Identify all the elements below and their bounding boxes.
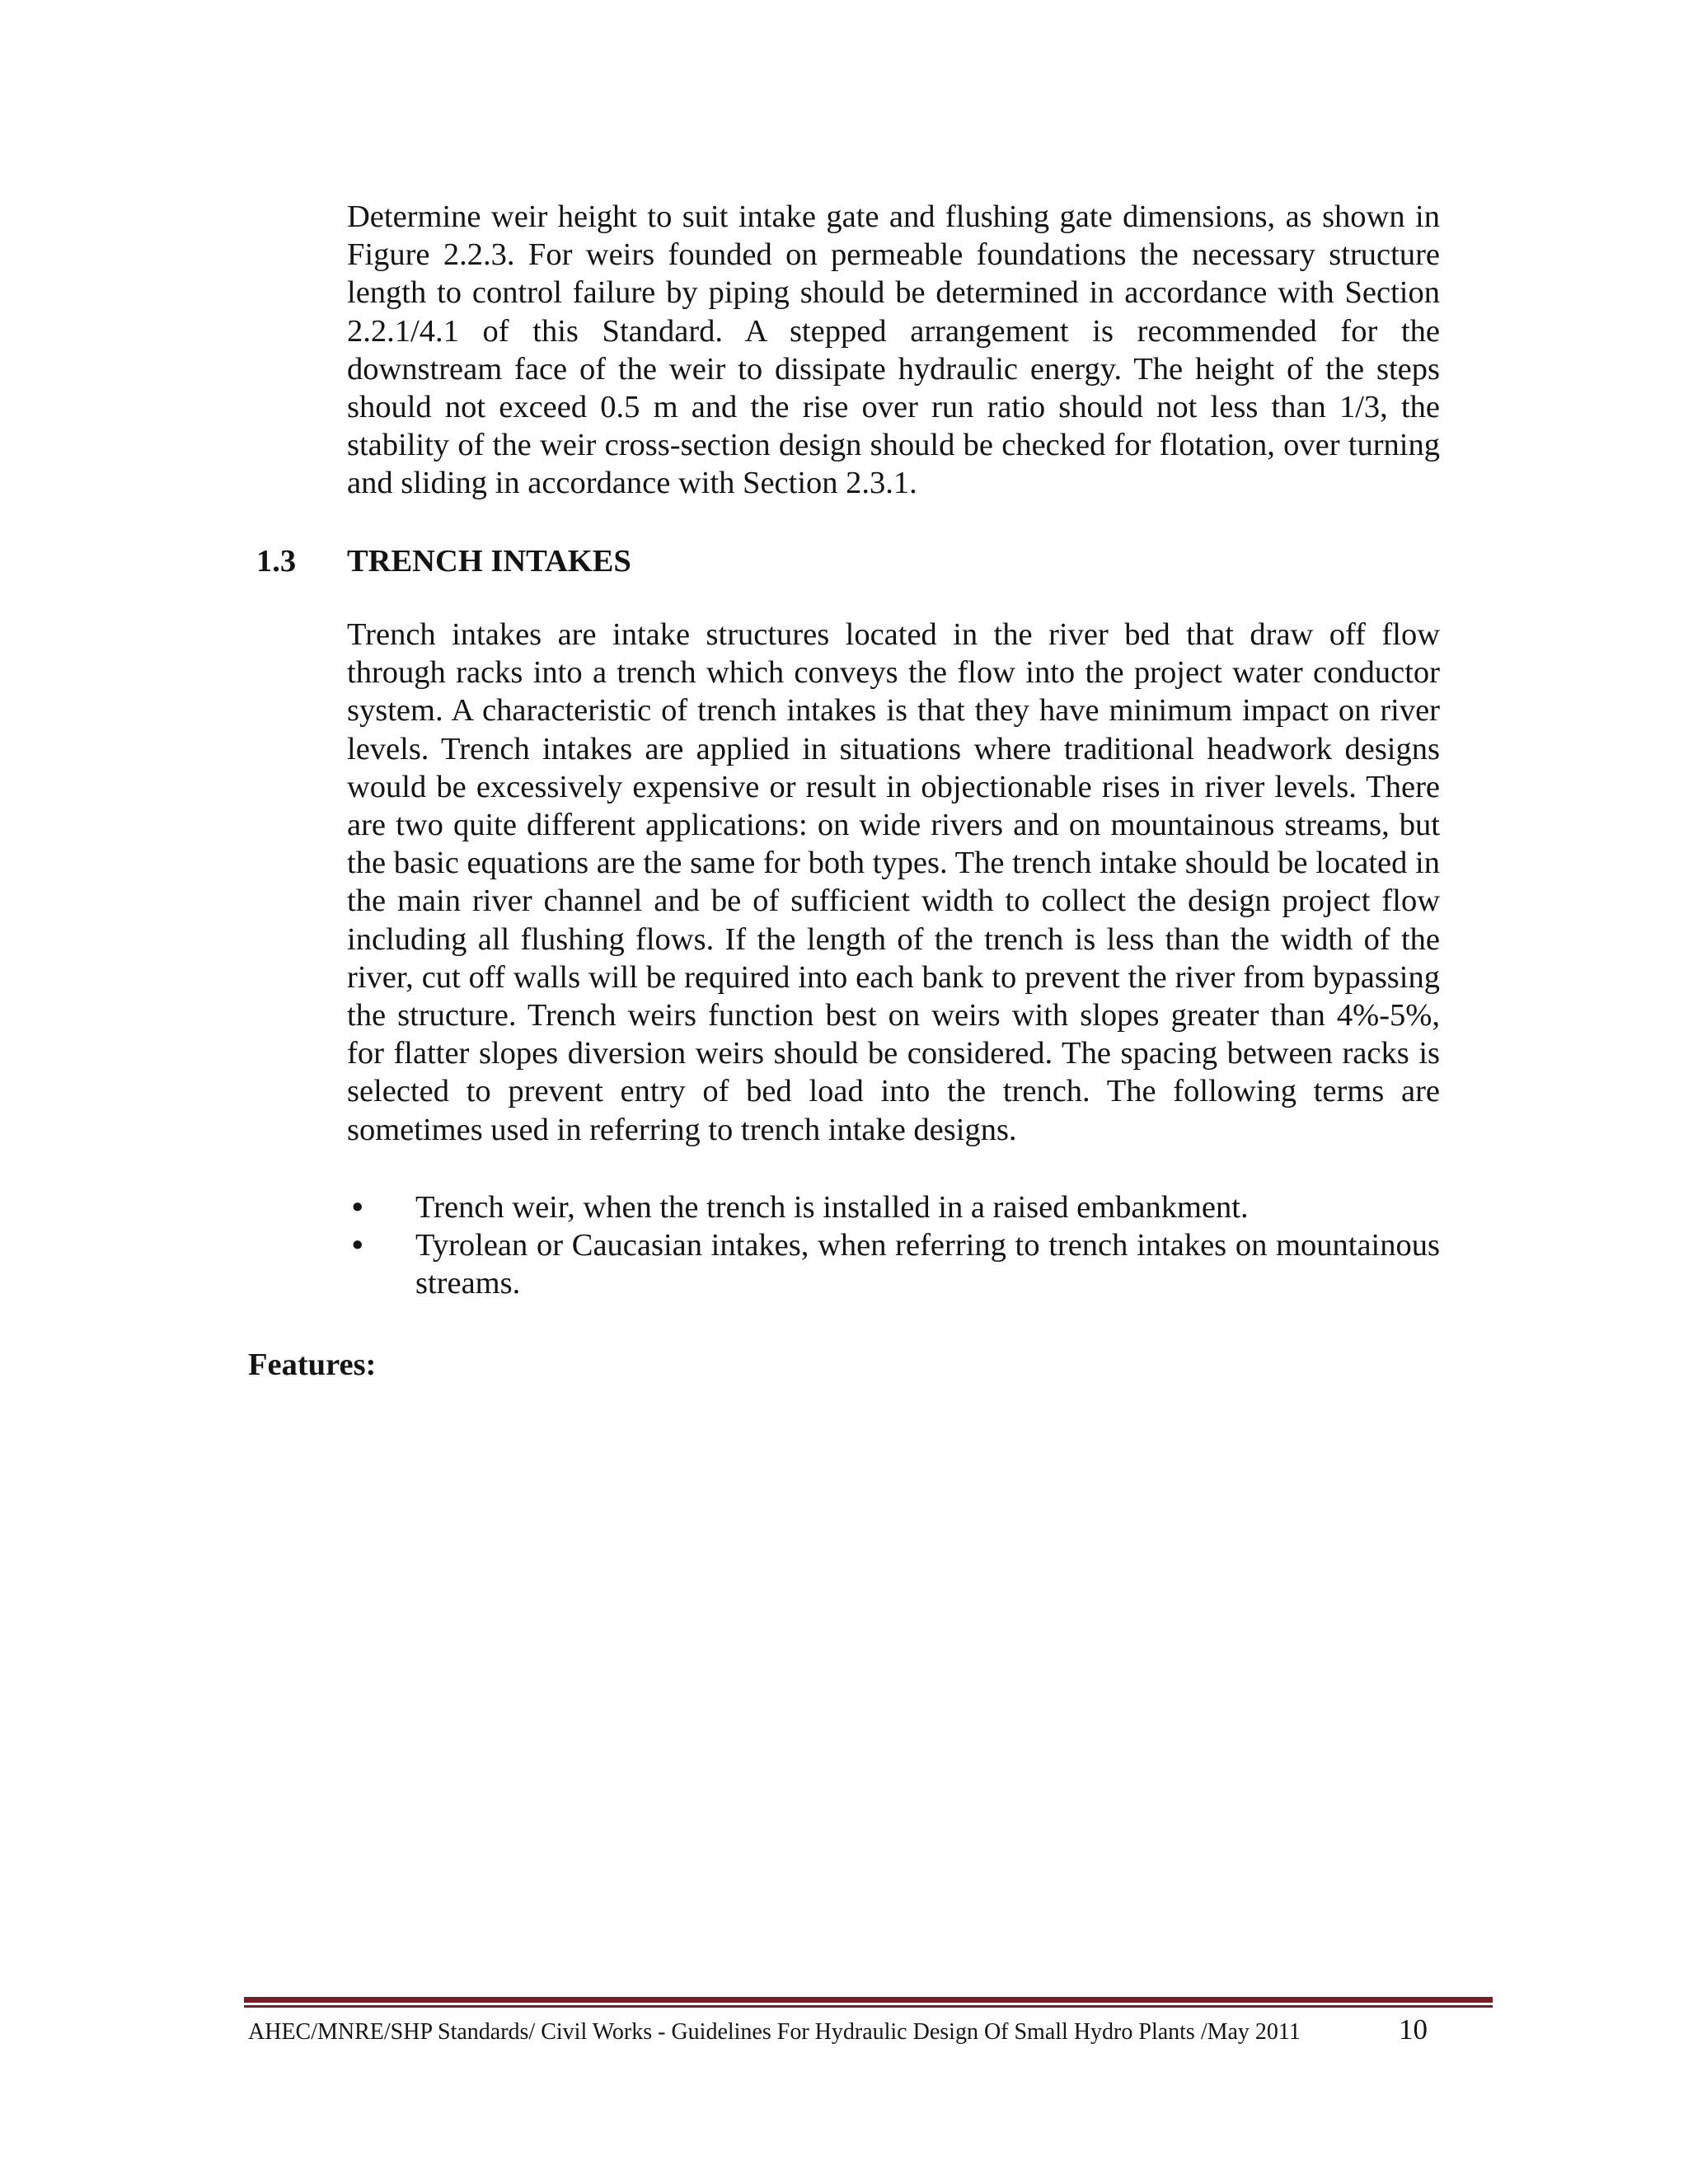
bullet-list — [347, 1188, 1440, 1303]
list-item — [347, 1226, 1440, 1302]
footer-rule — [244, 1997, 1493, 2008]
section-heading — [256, 542, 631, 580]
intro-paragraph: Determine weir height to suit intake gate and flushing gate dimensions, as shown in Figure 2.2.3. For weirs founded on permeable foundations the necessary structure length to control failure by piping should be determined in accordance with Section 2.2.1/4.1 of this Standard. A stepped arrangement is recommended for the downstream face of the weir to dissipate hydraulic energy. The height of the steps should not exceed 0.5 m and the rise over run ratio should not less than 1/3, the stability of the weir cross-section design should be checked for flotation, over turning and sliding in accordance with Section 2.3.1. — [347, 199, 1440, 501]
features-label: Features: — [248, 1347, 377, 1382]
bullet-icon: • — [352, 1190, 363, 1225]
footer-text: AHEC/MNRE/SHP Standards/ Civil Works - Guidelines For Hydraulic Design Of Small Hydro Plants /May 2011 — [248, 2019, 1301, 2045]
list-item-text: Tyrolean or Caucasian intakes, when referring to trench intakes on mountainous streams. — [415, 1228, 1440, 1301]
section-number: 1.3 — [256, 544, 297, 579]
section-title: TRENCH INTAKES — [347, 544, 631, 579]
list-item — [347, 1188, 1440, 1226]
section-paragraph: Trench intakes are intake structures located in the river bed that draw off flow through racks into a trench which conveys the flow into the project water conductor system. A characteristic of trench intakes is that they have minimum impact on river levels. Trench intakes are applied in situations where traditional headwork designs would be excessively expensive or result in objectionable rises in river levels. There are two quite different applications: on wide rivers and on mountainous streams, but the basic equations are the same for both types. The trench intake should be located in the main river channel and be of sufficient width to collect the design project flow including all flushing flows. If the length of the trench is less than the width of the river, cut off walls will be required into each bank to prevent the river from bypassing the structure. Trench weirs function best on weirs with slopes greater than 4%-5%, for flatter slopes diversion weirs should be considered. The spacing between racks is selected to prevent entry of bed load into the trench. The following terms are sometimes used in referring to trench intake designs. — [347, 617, 1440, 1147]
bullet-icon: • — [352, 1228, 363, 1263]
page-number: 10 — [1399, 2013, 1428, 2046]
footer-rule-thick — [244, 1997, 1493, 2003]
list-item-text: Trench weir, when the trench is installed in a raised embankment. — [415, 1190, 1249, 1225]
footer-rule-thin — [244, 2005, 1493, 2008]
